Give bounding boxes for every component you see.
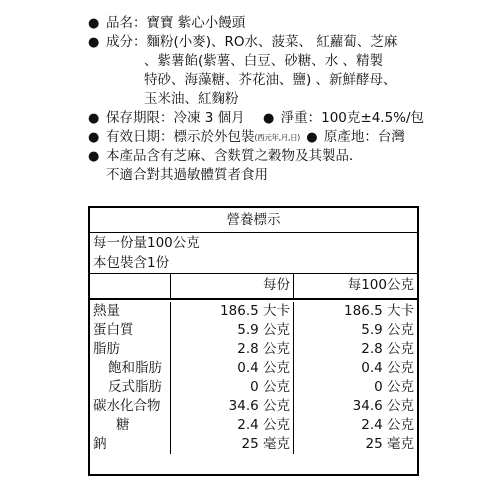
nutrient-per-100g: 34.6 公克 [293, 397, 417, 416]
product-name: 品名：寶寶 紫心小饅頭 [106, 15, 246, 31]
allergen-line-1: 本產品含有芝麻、含麩質之穀物及其製品． [106, 148, 363, 164]
allergen-row [88, 147, 488, 166]
nutrition-title: 營養標示 [90, 208, 417, 233]
net-weight: 淨重：100克±4.5%/包 [280, 110, 425, 126]
nutrient-per-100g: 5.9 公克 [293, 321, 417, 340]
expiry-date-format: (西元年,月,日) [254, 133, 300, 142]
serving-size: 每一份量100公克 [93, 235, 200, 251]
product-info [88, 14, 488, 185]
nutrient-per-serving: 186.5 大卡 [170, 302, 293, 321]
nutrient-label: 碳水化合物 [93, 398, 161, 414]
storage-period: 保存期限：冷凍 3 個月 [106, 110, 245, 126]
nutrient-per-100g: 25 毫克 [293, 435, 417, 454]
bullet-icon: ● [88, 35, 100, 50]
bullet-icon: ● [88, 149, 100, 164]
nutrition-facts-table [88, 206, 419, 476]
nutrient-per-100g: 0 公克 [293, 378, 417, 397]
nutrient-per-serving: 2.4 公克 [170, 416, 293, 435]
ingredients-line-1: 成分：麵粉(小麥)、RO水、菠菜、 紅蘿蔔、芝麻 [106, 34, 398, 50]
expiry-row [88, 128, 488, 147]
nutrient-per-100g: 0.4 公克 [293, 359, 417, 378]
nutrient-label: 蛋白質 [93, 322, 134, 338]
nutrient-per-100g: 2.8 公克 [293, 340, 417, 359]
nutrient-label: 飽和脂肪 [108, 360, 162, 376]
nutrient-per-100g: 2.4 公克 [293, 416, 417, 435]
nutrition-header-row [90, 274, 417, 300]
origin: 原產地：台灣 [323, 129, 405, 145]
bullet-icon: ● [306, 130, 318, 145]
ingredients-line-3: 特砂、海藻糖、芥花油、鹽) 、新鮮酵母、 [144, 72, 397, 88]
nutrient-label: 糖 [116, 417, 130, 433]
servings-per-package: 本包裝含1份 [90, 253, 417, 274]
header-per-100g: 每100公克 [293, 274, 417, 300]
allergen-line-2: 不適合對其過敏體質者食用 [106, 167, 268, 183]
nutrient-per-serving: 34.6 公克 [170, 397, 293, 416]
nutrient-per-serving: 0.4 公克 [170, 359, 293, 378]
nutrient-per-serving: 5.9 公克 [170, 321, 293, 340]
nutrient-per-100g: 186.5 大卡 [293, 302, 417, 321]
nutrient-per-serving: 25 毫克 [170, 435, 293, 454]
ingredients-line-4: 玉米油、紅麴粉 [144, 91, 239, 107]
nutrient-per-serving: 2.8 公克 [170, 340, 293, 359]
ingredients-row [88, 33, 488, 52]
header-blank [90, 274, 170, 300]
expiry-date: 有效日期：標示於外包裝 [106, 129, 255, 145]
bullet-icon: ● [262, 111, 275, 126]
nutrient-label: 脂肪 [93, 341, 120, 357]
nutrient-label: 熱量 [93, 303, 120, 319]
bullet-icon: ● [88, 130, 100, 145]
storage-row [88, 109, 488, 128]
header-per-serving: 每份 [170, 274, 293, 300]
nutrition-rows [90, 300, 417, 454]
bullet-icon: ● [88, 16, 100, 31]
bullet-icon: ● [88, 111, 100, 126]
nutrient-per-serving: 0 公克 [170, 378, 293, 397]
nutrient-label: 鈉 [93, 436, 107, 452]
nutrient-label: 反式脂肪 [108, 379, 162, 395]
ingredients-line-2: 、紫薯餡(紫薯、白豆、砂糖、水 、精製 [144, 53, 384, 69]
product-name-row [88, 14, 488, 33]
